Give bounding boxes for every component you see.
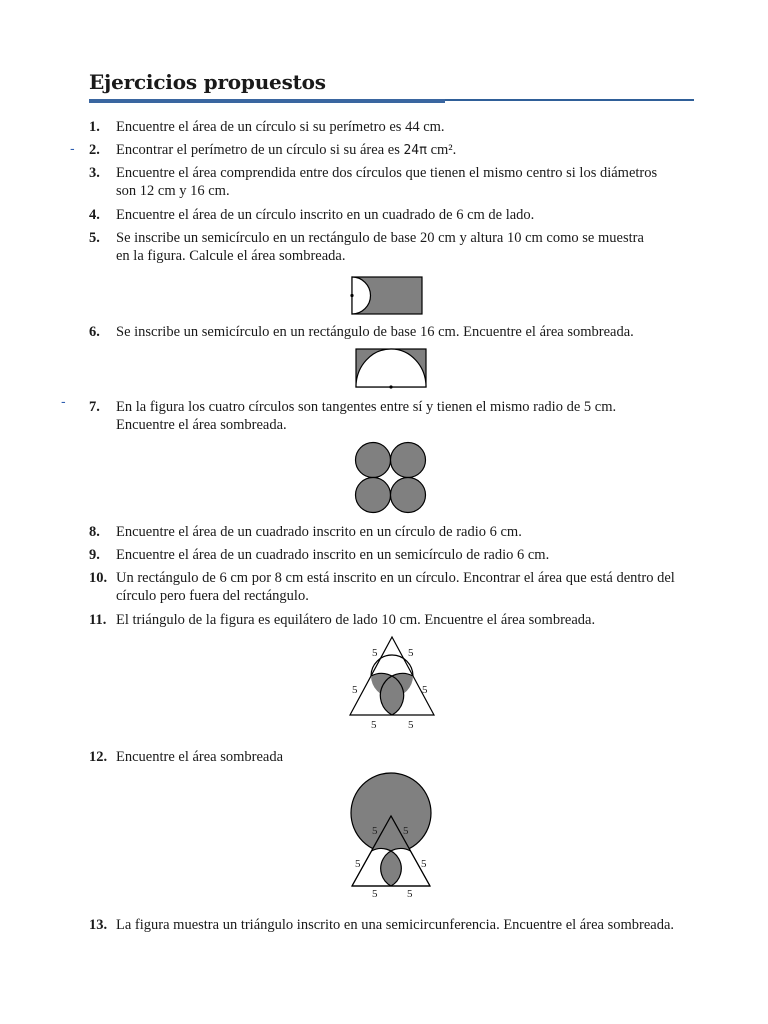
exercise-number: 6. <box>89 324 100 340</box>
side-label: 5 <box>372 647 378 659</box>
side-label: 5 <box>407 888 413 900</box>
exercise-number: 12. <box>89 749 108 765</box>
figure-6-semicircle-in-rectangle <box>353 345 433 393</box>
exercise-text: Se inscribe un semicírculo en un rectángulo de base 20 cm y altura 10 cm como se muestra en la figura. Calcule el área sombreada. <box>116 230 644 264</box>
margin-mark: - <box>61 393 66 409</box>
exercise-text: Encuentre el área de un cuadrado inscrito en un círculo de radio 6 cm. <box>116 524 522 540</box>
exercise-number: 3. <box>89 165 100 181</box>
exercise-number: 1. <box>89 119 100 135</box>
side-label: 5 <box>355 858 361 870</box>
exercise-text: Un rectángulo de 6 cm por 8 cm está inscrito en un círculo. Encontrar el área que está dentro del círculo pero fuera del rectángulo. <box>116 570 675 604</box>
exercise-text: Se inscribe un semicírculo en un rectángulo de base 16 cm. Encuentre el área sombreada. <box>116 324 634 340</box>
side-label: 5 <box>372 888 378 900</box>
exercise-number: 4. <box>89 207 100 223</box>
figure-5-rectangle-semicircle <box>348 274 428 320</box>
page-title: Ejercicios propuestos <box>89 70 326 94</box>
math-expression: 24π <box>403 143 427 158</box>
margin-mark: - <box>70 140 75 156</box>
side-label: 5 <box>352 684 358 696</box>
side-label: 5 <box>371 719 377 731</box>
exercise-text: En la figura los cuatro círculos son tangentes entre sí y tienen el mismo radio de 5 cm. Encuentre el área sombreada. <box>116 399 617 433</box>
exercise-number: 10. <box>89 570 108 586</box>
exercise-text: Encuentre el área de un círculo si su perímetro es 44 cm. <box>116 119 445 135</box>
exercise-number: 7. <box>89 399 100 415</box>
exercise-text: La figura muestra un triángulo inscrito en una semicircunferencia. Encuentre el área sombreada. <box>116 917 675 933</box>
exercise-text: Encuentre el área sombreada <box>116 749 284 765</box>
exercise-number: 13. <box>89 917 108 933</box>
exercise-text: Encuentre el área de un cuadrado inscrito en un semicírculo de radio 6 cm. <box>116 547 550 563</box>
exercise-number: 2. <box>89 142 100 158</box>
exercise-text: Encuentre el área comprendida entre dos círculos que tienen el mismo centro si los diámetros son 12 cm y 16 cm. <box>116 165 658 199</box>
side-label: 5 <box>408 719 414 731</box>
exercise-number: 9. <box>89 547 100 563</box>
exercise-text: Encuentre el área de un círculo inscrito en un cuadrado de 6 cm de lado. <box>116 207 535 223</box>
side-label: 5 <box>408 647 414 659</box>
exercise-number: 5. <box>89 230 100 246</box>
side-label: 5 <box>372 825 378 837</box>
side-label: 5 <box>422 684 428 696</box>
figure-12-circle-triangle <box>348 771 438 901</box>
exercise-number: 8. <box>89 524 100 540</box>
exercise-number: 11. <box>89 612 107 628</box>
figure-7-four-circles <box>353 440 429 516</box>
exercise-text: Encontrar el perímetro de un círculo si su área es 24π cm². <box>116 142 457 158</box>
figure-11-equilateral-triangle <box>345 634 440 734</box>
title-underline-accent <box>89 99 445 103</box>
side-label: 5 <box>403 825 409 837</box>
side-label: 5 <box>421 858 427 870</box>
exercise-text: El triángulo de la figura es equilátero de lado 10 cm. Encuentre el área sombreada. <box>116 612 596 628</box>
